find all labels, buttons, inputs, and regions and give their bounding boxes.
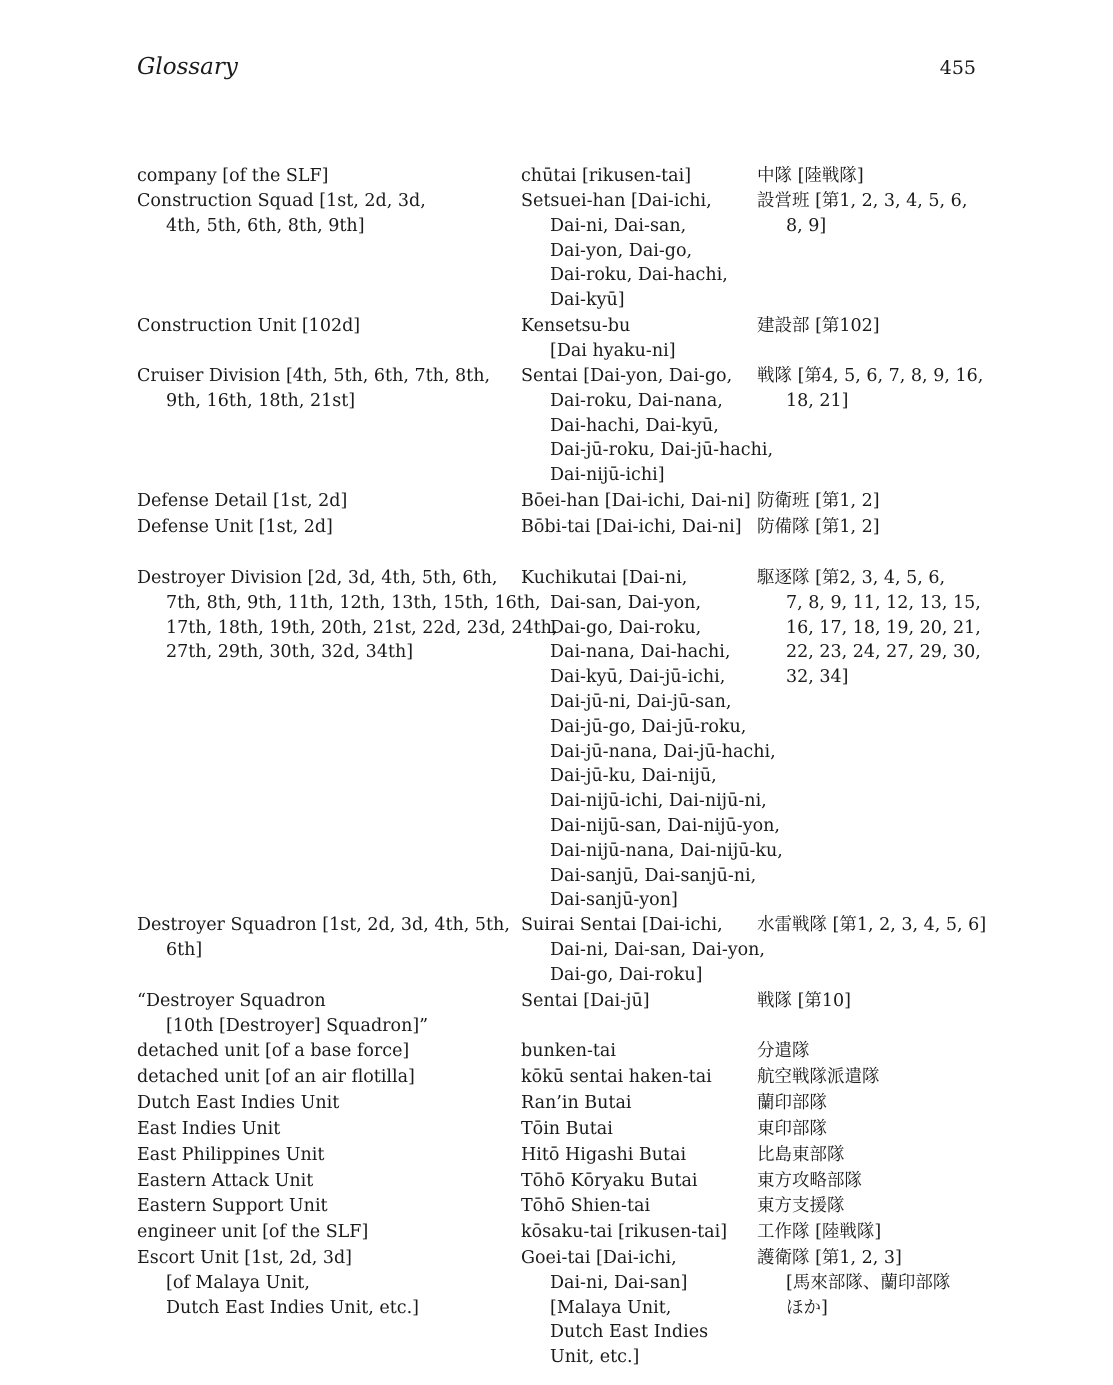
entry-japanese-term bbox=[757, 1194, 987, 1219]
term-line: Dai-jū-ku, Dai-nijū, bbox=[550, 766, 717, 787]
term-line: 建設部 [第102] bbox=[757, 316, 880, 336]
term-line: Eastern Support Unit bbox=[137, 1196, 328, 1216]
term-line: Dai-sanjū, Dai-sanjū-ni, bbox=[550, 865, 757, 886]
term-line: Tōhō Kōryaku Butai bbox=[521, 1171, 698, 1191]
term-line: 駆逐隊 [第2, 3, 4, 5, 6, bbox=[757, 568, 946, 588]
entry-english-term bbox=[137, 989, 512, 1039]
entry-english-term bbox=[137, 1220, 512, 1245]
term-line: Dutch East Indies bbox=[550, 1322, 709, 1343]
entry-japanese-term bbox=[757, 364, 987, 414]
term-line: 航空戦隊派遣隊 bbox=[757, 1067, 880, 1087]
term-line: 設営班 [第1, 2, 3, 4, 5, 6, bbox=[757, 191, 968, 211]
term-line: Dai-jū-nana, Dai-jū-hachi, bbox=[550, 741, 776, 762]
entry-english-term bbox=[137, 189, 512, 239]
entry-japanese-term bbox=[757, 1246, 987, 1320]
term-line: Dai-yon, Dai-go, bbox=[550, 240, 693, 261]
entry-english-term bbox=[137, 489, 512, 514]
term-line: Dai-kyū, Dai-jū-ichi, bbox=[550, 667, 726, 688]
entry-romanization-term bbox=[521, 1065, 751, 1090]
entry-japanese-term bbox=[757, 1169, 987, 1194]
entry-english-term bbox=[137, 1039, 512, 1064]
term-line: 4th, 5th, 6th, 8th, 9th] bbox=[166, 215, 365, 236]
term-line: 22, 23, 24, 27, 29, 30, bbox=[786, 642, 981, 663]
term-line: Dai-nijū-ichi, Dai-nijū-ni, bbox=[550, 791, 767, 812]
term-line: chūtai [rikusen-tai] bbox=[521, 166, 692, 186]
term-line: detached unit [of a base force] bbox=[137, 1041, 410, 1061]
entry-romanization-term bbox=[521, 314, 751, 364]
entry-english-term bbox=[137, 566, 558, 665]
entry-japanese-term bbox=[757, 1065, 987, 1090]
term-line: Dai-ni, Dai-san, Dai-yon, bbox=[550, 939, 765, 960]
term-line: Dai-go, Dai-roku, bbox=[550, 617, 702, 638]
term-line: 32, 34] bbox=[786, 667, 849, 688]
term-line: Destroyer Squadron [1st, 2d, 3d, 4th, 5th, bbox=[137, 915, 510, 935]
term-line: Dai-roku, Dai-nana, bbox=[550, 390, 723, 411]
entry-english-term bbox=[137, 913, 512, 963]
term-line: East Philippines Unit bbox=[137, 1145, 325, 1165]
entry-romanization-term bbox=[521, 566, 783, 913]
term-line: company [of the SLF] bbox=[137, 166, 329, 186]
term-line: Dai-nijū-ichi] bbox=[550, 465, 665, 486]
term-line: Dai-ni, Dai-san, bbox=[550, 215, 687, 236]
entry-japanese-term bbox=[757, 1091, 987, 1116]
term-line: 戦隊 [第4, 5, 6, 7, 8, 9, 16, bbox=[757, 366, 984, 386]
term-line: [馬來部隊、蘭印部隊 bbox=[786, 1272, 951, 1293]
entry-romanization-term bbox=[521, 1246, 751, 1370]
term-line: Bōbi-tai [Dai-ichi, Dai-ni] bbox=[521, 517, 742, 537]
term-line: Dai-jū-go, Dai-jū-roku, bbox=[550, 716, 747, 737]
term-line: Destroyer Division [2d, 3d, 4th, 5th, 6th, bbox=[137, 568, 498, 588]
entry-japanese-term bbox=[757, 489, 987, 514]
term-line: 護衛隊 [第1, 2, 3] bbox=[757, 1248, 902, 1268]
term-line: “Destroyer Squadron bbox=[137, 991, 326, 1011]
term-line: Dai-roku, Dai-hachi, bbox=[550, 265, 728, 286]
term-line: Tōhō Shien-tai bbox=[521, 1196, 651, 1216]
term-line: Dai-ni, Dai-san] bbox=[550, 1272, 688, 1293]
term-line: Dai-go, Dai-roku] bbox=[550, 964, 703, 985]
term-line: Goei-tai [Dai-ichi, bbox=[521, 1248, 677, 1268]
term-line: Eastern Attack Unit bbox=[137, 1171, 314, 1191]
entry-english-term bbox=[137, 164, 512, 189]
term-line: Defense Unit [1st, 2d] bbox=[137, 517, 333, 537]
entry-romanization-term bbox=[521, 1143, 751, 1168]
term-line: [of Malaya Unit, bbox=[166, 1272, 310, 1293]
term-line: 7, 8, 9, 11, 12, 13, 15, bbox=[786, 592, 981, 613]
term-line: Dai-nana, Dai-hachi, bbox=[550, 642, 731, 663]
entry-japanese-term bbox=[757, 1039, 987, 1064]
entry-japanese-term bbox=[757, 1143, 987, 1168]
term-line: Unit, etc.] bbox=[550, 1347, 640, 1368]
term-line: Defense Detail [1st, 2d] bbox=[137, 491, 348, 511]
term-line: kōkū sentai haken-tai bbox=[521, 1067, 712, 1087]
term-line: 東方支援隊 bbox=[757, 1196, 845, 1216]
entry-english-term bbox=[137, 1091, 512, 1116]
entry-english-term bbox=[137, 314, 512, 339]
entry-japanese-term bbox=[757, 1117, 987, 1142]
term-line: 27th, 29th, 30th, 32d, 34th] bbox=[166, 642, 414, 663]
term-line: 防備隊 [第1, 2] bbox=[757, 517, 880, 537]
term-line: detached unit [of an air flotilla] bbox=[137, 1067, 415, 1087]
term-line: Dai-jū-ni, Dai-jū-san, bbox=[550, 691, 732, 712]
entry-romanization-term bbox=[521, 1194, 751, 1219]
term-line: Sentai [Dai-jū] bbox=[521, 991, 650, 1011]
term-line: Ran’in Butai bbox=[521, 1093, 632, 1113]
term-line: 16, 17, 18, 19, 20, 21, bbox=[786, 617, 981, 638]
term-line: Bōei-han [Dai-ichi, Dai-ni] bbox=[521, 491, 751, 511]
entry-romanization-term bbox=[521, 1169, 751, 1194]
term-line: Escort Unit [1st, 2d, 3d] bbox=[137, 1248, 352, 1268]
term-line: 比島東部隊 bbox=[757, 1145, 845, 1165]
term-line: 17th, 18th, 19th, 20th, 21st, 22d, 23d, 24th, bbox=[166, 617, 558, 638]
entry-romanization-term bbox=[521, 364, 774, 488]
entry-japanese-term bbox=[757, 515, 987, 540]
entry-japanese-term bbox=[757, 913, 987, 938]
entry-romanization-term bbox=[521, 913, 765, 987]
entry-japanese-term bbox=[757, 189, 987, 239]
entry-english-term bbox=[137, 1169, 512, 1194]
term-line: Sentai [Dai-yon, Dai-go, bbox=[521, 366, 733, 386]
entry-romanization-term bbox=[521, 1039, 751, 1064]
term-line: Construction Unit [102d] bbox=[137, 316, 361, 336]
term-line: bunken-tai bbox=[521, 1041, 616, 1061]
entry-romanization-term bbox=[521, 1220, 751, 1245]
term-line: 9th, 16th, 18th, 21st] bbox=[166, 390, 356, 411]
term-line: 6th] bbox=[166, 939, 203, 960]
entry-japanese-term bbox=[757, 164, 987, 189]
term-line: 水雷戦隊 [第1, 2, 3, 4, 5, 6] bbox=[757, 915, 987, 935]
term-line: Hitō Higashi Butai bbox=[521, 1145, 687, 1165]
term-line: 8, 9] bbox=[786, 215, 827, 236]
entry-romanization-term bbox=[521, 989, 751, 1014]
term-line: 防衛班 [第1, 2] bbox=[757, 491, 880, 511]
entry-romanization-term bbox=[521, 189, 751, 313]
entry-english-term bbox=[137, 515, 512, 540]
term-line: [10th [Destroyer] Squadron]” bbox=[166, 1015, 429, 1036]
entry-english-term bbox=[137, 1065, 512, 1090]
term-line: Dai-sanjū-yon] bbox=[550, 890, 678, 911]
entry-english-term bbox=[137, 1194, 512, 1219]
term-line: Dutch East Indies Unit, etc.] bbox=[166, 1297, 419, 1318]
term-line: Construction Squad [1st, 2d, 3d, bbox=[137, 191, 426, 211]
entry-japanese-term bbox=[757, 566, 987, 690]
entry-english-term bbox=[137, 1246, 512, 1320]
term-line: 18, 21] bbox=[786, 390, 849, 411]
entry-romanization-term bbox=[521, 164, 751, 189]
term-line: Setsuei-han [Dai-ichi, bbox=[521, 191, 712, 211]
term-line: 蘭印部隊 bbox=[757, 1093, 827, 1113]
running-head-title: Glossary bbox=[137, 54, 238, 80]
term-line: 分遣隊 bbox=[757, 1041, 810, 1061]
entry-english-term bbox=[137, 364, 512, 414]
entry-romanization-term bbox=[521, 489, 751, 514]
entry-japanese-term bbox=[757, 314, 987, 339]
entry-japanese-term bbox=[757, 1220, 987, 1245]
term-line: ほか] bbox=[786, 1297, 828, 1318]
term-line: Cruiser Division [4th, 5th, 6th, 7th, 8th, bbox=[137, 366, 491, 386]
term-line: Dai-san, Dai-yon, bbox=[550, 592, 702, 613]
term-line: East Indies Unit bbox=[137, 1119, 281, 1139]
term-line: Dai-nijū-nana, Dai-nijū-ku, bbox=[550, 840, 783, 861]
term-line: Dai-nijū-san, Dai-nijū-yon, bbox=[550, 815, 780, 836]
entry-english-term bbox=[137, 1143, 512, 1168]
entry-romanization-term bbox=[521, 1091, 751, 1116]
entry-japanese-term bbox=[757, 989, 987, 1014]
term-line: [Dai hyaku-ni] bbox=[550, 340, 676, 361]
term-line: 7th, 8th, 9th, 11th, 12th, 13th, 15th, 16th, bbox=[166, 592, 541, 613]
term-line: Suirai Sentai [Dai-ichi, bbox=[521, 915, 723, 935]
term-line: 中隊 [陸戦隊] bbox=[757, 166, 864, 186]
term-line: [Malaya Unit, bbox=[550, 1297, 672, 1318]
term-line: Dai-kyū] bbox=[550, 290, 625, 311]
term-line: Dai-jū-roku, Dai-jū-hachi, bbox=[550, 440, 774, 461]
term-line: kōsaku-tai [rikusen-tai] bbox=[521, 1222, 728, 1242]
page-number: 455 bbox=[939, 57, 976, 79]
term-line: 東印部隊 bbox=[757, 1119, 827, 1139]
term-line: Kensetsu-bu bbox=[521, 316, 631, 336]
entry-english-term bbox=[137, 1117, 512, 1142]
term-line: engineer unit [of the SLF] bbox=[137, 1222, 369, 1242]
term-line: 戦隊 [第10] bbox=[757, 991, 851, 1011]
term-line: 東方攻略部隊 bbox=[757, 1171, 862, 1191]
term-line: Dai-hachi, Dai-kyū, bbox=[550, 415, 719, 436]
entry-romanization-term bbox=[521, 515, 751, 540]
entry-romanization-term bbox=[521, 1117, 751, 1142]
term-line: Dutch East Indies Unit bbox=[137, 1093, 340, 1113]
term-line: Tōin Butai bbox=[521, 1119, 613, 1139]
term-line: Kuchikutai [Dai-ni, bbox=[521, 568, 688, 588]
term-line: 工作隊 [陸戦隊] bbox=[757, 1222, 882, 1242]
